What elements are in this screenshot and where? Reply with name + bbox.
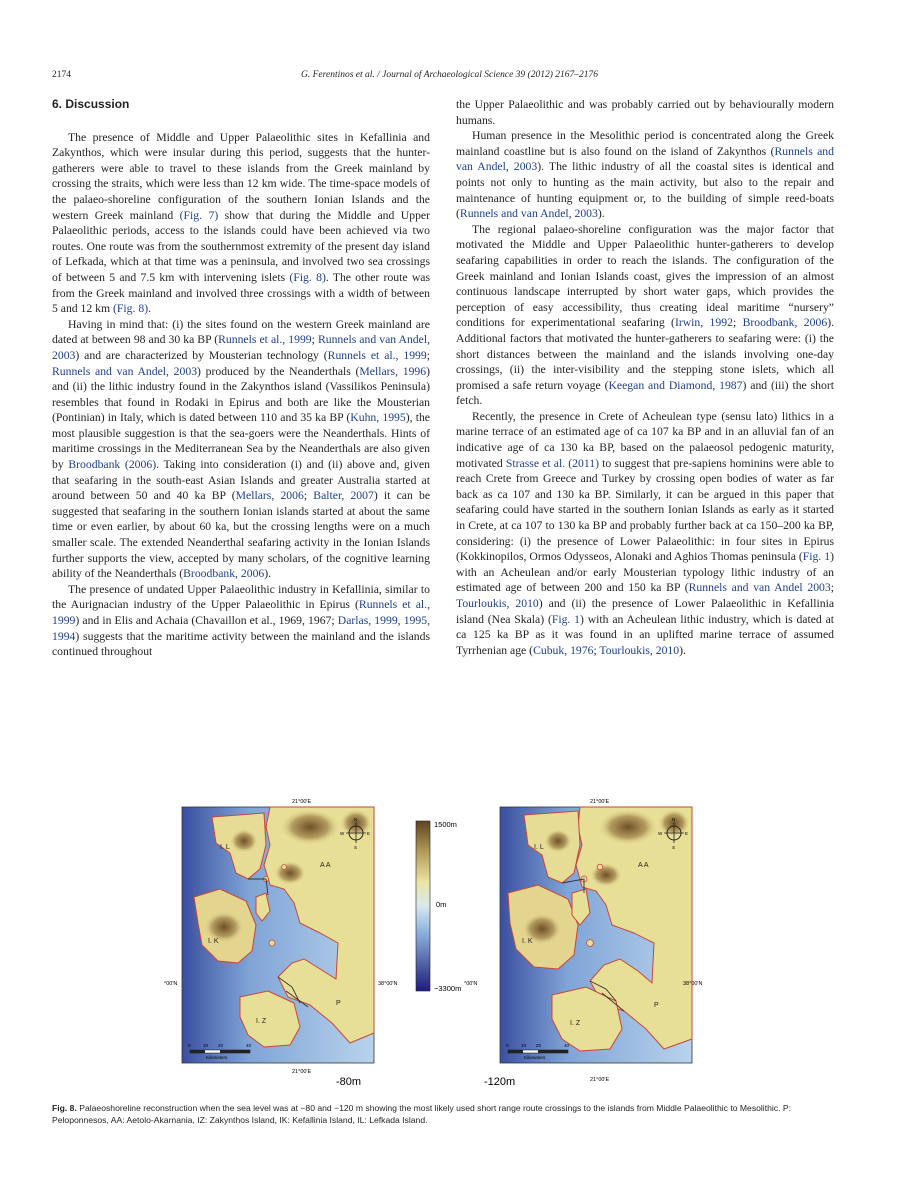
lat-left: °00'N — [464, 981, 478, 987]
citation-link[interactable]: Keegan and Diamond, 1987 — [608, 378, 743, 392]
lon-bottom: 21°00'E — [590, 1077, 610, 1083]
left-column — [52, 97, 430, 660]
right-column — [456, 97, 834, 658]
citation-link[interactable]: Mellars, 2006 — [235, 489, 304, 503]
scale-tick: 40 — [564, 1043, 570, 1048]
paragraph: The presence of Middle and Upper Palaeolithic sites in Kefallinia and Zakynthos, which were insular during this period, suggests that the hunter-gatherers were able to travel to these islands from the Greek mainland by crossing the straits, which were less than 12 km wide. The time-space models of the palaeo-shoreline configuration of the southern Ionian Islands and the western Greek mainland (Fig. 7) show that during the Middle and Upper Palaeolithic periods, access to the islands could have been achieved via two routes. One route was from the southernmost extremity of the present day island of Lefkada, which at that time was a peninsula, and involved two sea crossings of between 5 and 7.5 km with intervening islets (Fig. 8). The other route was from the Greek mainland and involved three crossings with a width of between 5 and 12 km (Fig. 8). — [52, 130, 431, 316]
lon-bottom: 21°00'E — [292, 1069, 312, 1075]
page-number: 2174 — [52, 70, 71, 80]
figure-caption — [52, 1102, 847, 1126]
lat-left: °00'N — [164, 981, 178, 987]
lon-top: 21°00'E — [292, 799, 312, 805]
compass-w: W — [658, 831, 663, 836]
citation-link[interactable]: Runnels and van Andel, 2003 — [52, 364, 198, 378]
sea-level-label: -120m — [484, 1076, 516, 1088]
scale-tick: 0 — [188, 1043, 191, 1048]
paragraph: The presence of undated Upper Palaeolithic industry in Kefallinia, similar to the Aurignacian industry of the Upper Palaeolithic in Epirus (Runnels et al., 1999) and in Elis and Achaia (Chavaillon et al., 1969, 1967; Darlas, 1999, 1995, 1994) suggests that the maritime activity between the mainland and the islands continued throughout — [52, 582, 430, 659]
label-p: P — [654, 1002, 659, 1009]
citation-link[interactable]: Fig. 1 — [551, 612, 581, 626]
citation-link[interactable]: Tourloukis, 2010 — [599, 643, 680, 657]
map-minus-120 — [464, 799, 702, 1088]
map-minus-80 — [164, 799, 397, 1088]
citation-link[interactable]: Runnels et al., 1999 — [218, 333, 312, 347]
compass-n: N — [672, 817, 676, 822]
compass-s: S — [354, 845, 358, 850]
paragraph: The regional palaeo-shoreline configuration was the major factor that motivated the Middle and Upper Palaeolithic hunter-gatherers to develop seafaring capabilities in order to reach the islands. The configuration of the Greek mainland and Ionian Islands coast, gives the impression of an almost continuous landscape interrupted by short water gaps, which provides the perception of easy accessibility, thus creating ideal maritime “nursery” conditions for experimentational seafaring (Irwin, 1992; Broodbank, 2006). Additional factors that motivated the hunter-gatherers to seafaring were: (i) the short distances between the mainland and the islands involving one-day crossings, (ii) the inter-visibility and the stepping stone islets, which all promised a safe return voyage (Keegan and Diamond, 1987) and (iii) the short fetch. — [456, 222, 835, 408]
scale-tick: 0 — [506, 1043, 509, 1048]
citation-link[interactable]: Strasse et al. (2011) — [505, 456, 600, 470]
label-aa: A A — [638, 862, 649, 869]
label-iz: I. Z — [256, 1018, 267, 1025]
figure-8 — [160, 793, 720, 1093]
journal-reference: G. Ferentinos et al. / Journal of Archaeological Science 39 (2012) 2167–2176 — [301, 70, 598, 80]
citation-link[interactable]: Fig. 1 — [802, 550, 831, 564]
label-ik: I. K — [522, 938, 533, 945]
figure-graphic — [160, 793, 720, 1093]
citation-link[interactable]: Runnels et al., 1999 — [327, 348, 427, 362]
compass-n: N — [354, 817, 358, 822]
scale-tick: 10 — [203, 1043, 209, 1048]
colorbar — [416, 820, 461, 993]
caption-label: Fig. 8. — [52, 1103, 77, 1113]
scale-unit: Kilometers — [206, 1055, 228, 1060]
citation-link[interactable]: Mellars, 1996 — [359, 364, 427, 378]
sea-level-label: -80m — [336, 1076, 362, 1088]
citation-link[interactable]: Broodbank, 2006 — [742, 316, 828, 330]
citation-link[interactable]: Runnels et al., 1999 — [52, 598, 430, 627]
lat-right: 38°00'N — [378, 981, 398, 987]
label-p: P — [336, 1000, 341, 1007]
citation-link[interactable]: Cubuk, 1976 — [533, 643, 594, 657]
label-il: I. L — [220, 844, 230, 851]
compass-e: E — [367, 831, 371, 836]
scale-tick: 20 — [536, 1043, 542, 1048]
lon-top: 21°00'E — [590, 799, 610, 805]
citation-link[interactable]: Tourloukis, 2010 — [456, 597, 539, 610]
label-ik: I. K — [208, 938, 219, 945]
citation-link[interactable]: Balter, 2007 — [313, 489, 374, 503]
scale-unit: Kilometers — [524, 1055, 546, 1060]
scale-tick: 10 — [521, 1043, 527, 1048]
compass-w: W — [340, 831, 345, 836]
compass-e: E — [685, 831, 689, 836]
label-iz: I. Z — [570, 1020, 581, 1027]
paragraph: the Upper Palaeolithic and was probably carried out by behaviourally modern humans. — [456, 98, 834, 127]
citation-link[interactable]: Broodbank, 2006 — [183, 567, 265, 581]
scale-tick: 40 — [246, 1043, 252, 1048]
label-aa: A A — [320, 862, 331, 869]
citation-link[interactable]: (Fig. 8) — [289, 270, 326, 284]
paragraph: Having in mind that: (i) the sites found on the western Greek mainland are dated at between 98 and 30 ka BP (Runnels et al., 1999; Runnels and van Andel, 2003) and are characterized by Mousterian technology (Runnels et al., 1999; Runnels and van Andel, 2003) produced by the Neanderthals (Mellars, 1996) and (ii) the lithic industry found in the Zakynthos island (Vassilikos Peninsula) resembles that found in Rodaki in Epirus and both are like the Mousterian (Pontinian) in Italy, which is dated between 110 and 35 ka BP (Kuhn, 1995), the most plausible suggestion is that the sea-goers were the Neanderthals. Hints of maritime crossings in the Mediterranean Sea by the Neanderthals are also given by Broodbank (2006). Taking into consideration (i) and (ii) above and, given that seafaring in the south-east Asian Islands and greater Australia started at around between 50 and 40 ka BP (Mellars, 2006; Balter, 2007) it can be suggested that seafaring in the southern Ionian islands started at about the same time or even earlier, by about 60 ka, but the crossing lengths were on a much smaller scale. The extended Neanderthal seafaring activity in the Ionian Islands further supports the view, accepted by many scholars, of the cognitive learning ability of the Neanderthals (Broodbank, 2006). — [52, 317, 431, 581]
paragraph: Human presence in the Mesolithic period is concentrated along the Greek mainland coastline but is also found on the island of Zakynthos (Runnels and van Andel, 2003). The lithic industry of all the coastal sites is identical and points not only to hunting as the main activity, but also to the repair and maintenance of hunting equipment or, to the building of simple reed-boats (Runnels and van Andel, 2003). — [456, 129, 835, 221]
lat-right: 38°00'N — [683, 981, 703, 987]
citation-link[interactable]: Runnels and van Andel, 2003 — [456, 144, 834, 174]
scale-tick: 20 — [218, 1043, 224, 1048]
colorbar-max: 1500m — [434, 820, 457, 829]
citation-link[interactable]: Kuhn, 1995 — [350, 411, 406, 425]
citation-link[interactable]: (Fig. 8) — [113, 302, 149, 316]
citation-link[interactable]: Runnels and van Andel, 2003 — [52, 333, 430, 362]
citation-link[interactable]: Broodbank (2006) — [68, 458, 157, 472]
citation-link[interactable]: (Fig. 7) — [179, 208, 219, 222]
citation-link[interactable]: Runnels and van Andel, 2003 — [459, 207, 598, 221]
colorbar-mid: 0m — [436, 900, 447, 909]
running-head — [52, 70, 847, 84]
section-heading: 6. Discussion — [52, 97, 130, 111]
paragraph: Recently, the presence in Crete of Acheulean type (sensu lato) lithics in a marine terrace of an estimated age of ca 107 ka BP and in an alluvial fan of an indicative age of ca 130 ka BP, based on the palaeosol pedogenic maturity, motivated Strasse et al. (2011) to suggest that pre-sapiens hominins were able to reach Crete from Greece and Turkey by crossing open bodies of water as far back as ca 107 and 130 ka BP. Similarly, it can be argued in this paper that seafaring could have started in the southern Ionian Islands as early as it started in Crete, at ca 107 to 130 ka BP and probably further back at ca 150–200 ka BP, considering: (i) the presence of Lower Palaeolithic: in four sites in Epirus (Kokkinopilos, Ormos Odysseos, Alonaki and Aghios Thomas peninsula (Fig. 1) with an Acheulean and/or early Mousterian typology lithic industry of an estimated age of between 200 and 150 ka BP (Runnels and van Andel 2003; Tourloukis, 2010) and (ii) the presence of Lower Palaeolithic in Kefallinia island (Nea Skala) (Fig. 1) with an Acheulean lithic industry, which is dated at ca 125 ka BP as it was found in an uplifted marine terrace of assumed Tyrrhenian age (Cubuk, 1976; Tourloukis, 2010). — [456, 409, 835, 657]
label-il: I. L — [534, 844, 544, 851]
citation-link[interactable]: Runnels and van Andel 2003 — [688, 581, 831, 595]
citation-link[interactable]: Irwin, 1992 — [674, 316, 733, 330]
caption-text: Palaeoshoreline reconstruction when the sea level was at −80 and −120 m showing the most likely used short range route crossings to the islands from Middle Palaeolithic to Mesolithic. P: Peloponnesos, AA: Aetolo-Akarnania, IZ: Zakynthos Island, IK: Kefallinia Island, IL: Lefkada Island. — [52, 1103, 791, 1125]
citation-link[interactable]: Darlas, 1999, 1995, 1994 — [52, 614, 430, 643]
colorbar-min: −3300m — [434, 984, 462, 993]
compass-s: S — [672, 845, 676, 850]
